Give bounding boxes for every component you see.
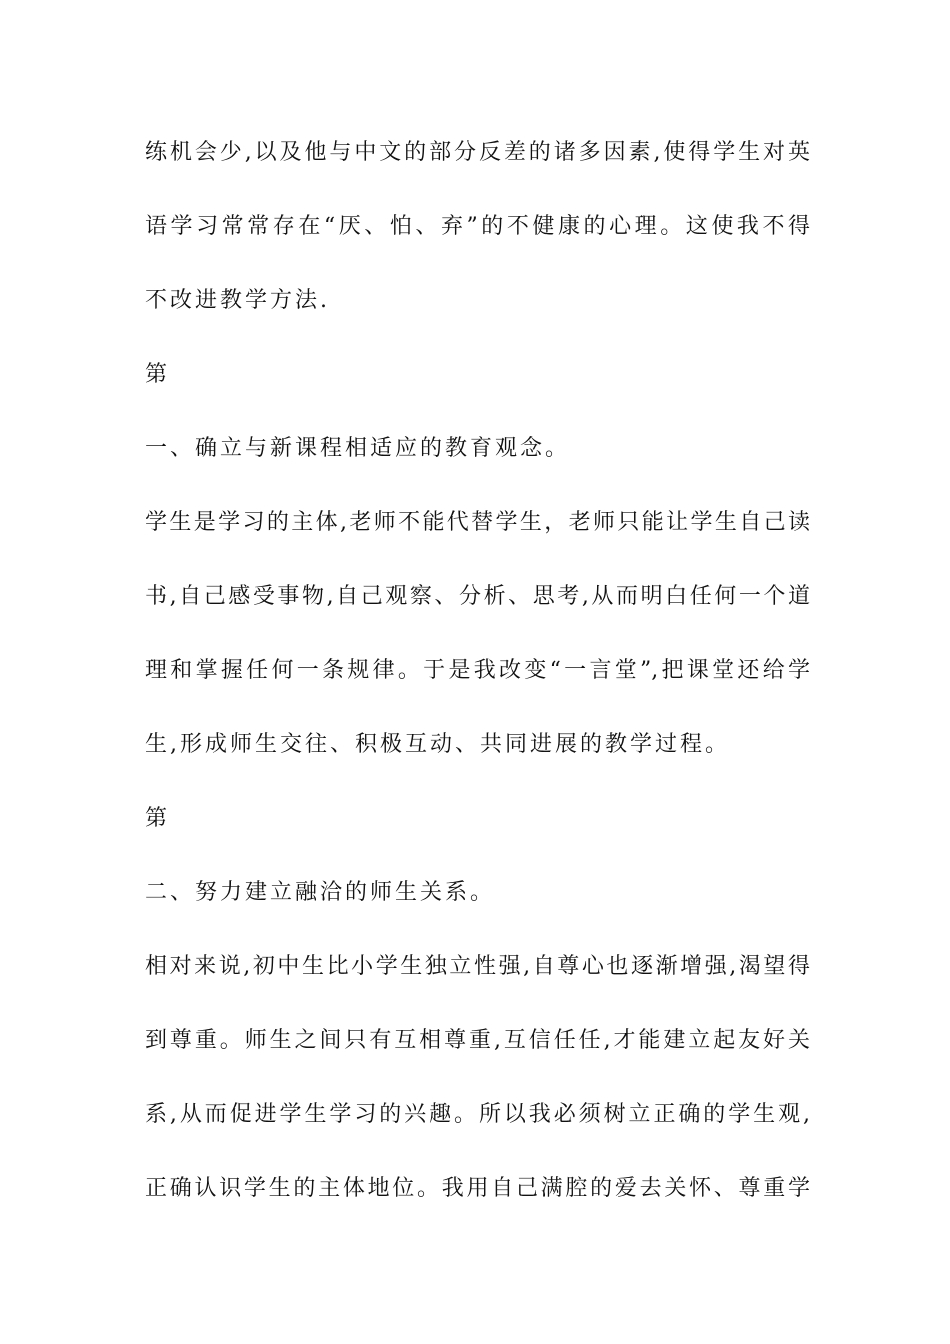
text-line-13: 到尊重。师生之间只有互相尊重,互信任任,才能建立起友好关 <box>145 1028 810 1053</box>
section-heading-2: 二、努力建立融洽的师生关系。 <box>145 880 496 905</box>
text-line-8: 理和掌握任何一条规律。于是我改变“一言堂”,把课堂还给学 <box>145 658 810 683</box>
section-marker-1: 第 <box>145 362 171 387</box>
section-marker-2: 第 <box>145 806 171 831</box>
text-line-9: 生,形成师生交往、积极互动、共同进展的教学过程。 <box>145 732 730 757</box>
text-line-12: 相对来说,初中生比小学生独立性强,自尊心也逐渐增强,渴望得 <box>145 954 810 979</box>
text-line-14: 系,从而促进学生学习的兴趣。所以我必须树立正确的学生观, <box>145 1102 810 1127</box>
text-line-6: 学生是学习的主体,老师不能代替学生，老师只能让学生自己读 <box>145 510 810 535</box>
text-line-1: 练机会少,以及他与中文的部分反差的诸多因素,使得学生对英 <box>145 140 810 165</box>
text-line-15: 正确认识学生的主体地位。我用自己满腔的爱去关怀、尊重学 <box>145 1176 810 1201</box>
text-line-3: 不改进教学方法. <box>145 288 330 313</box>
document-body <box>145 128 810 1238</box>
section-heading-1: 一、确立与新课程相适应的教育观念。 <box>145 436 571 461</box>
text-line-7: 书,自己感受事物,自己观察、分析、思考,从而明白任何一个道 <box>145 584 810 609</box>
text-line-2: 语学习常常存在“厌、怕、弃”的不健康的心理。这使我不得 <box>145 214 810 239</box>
